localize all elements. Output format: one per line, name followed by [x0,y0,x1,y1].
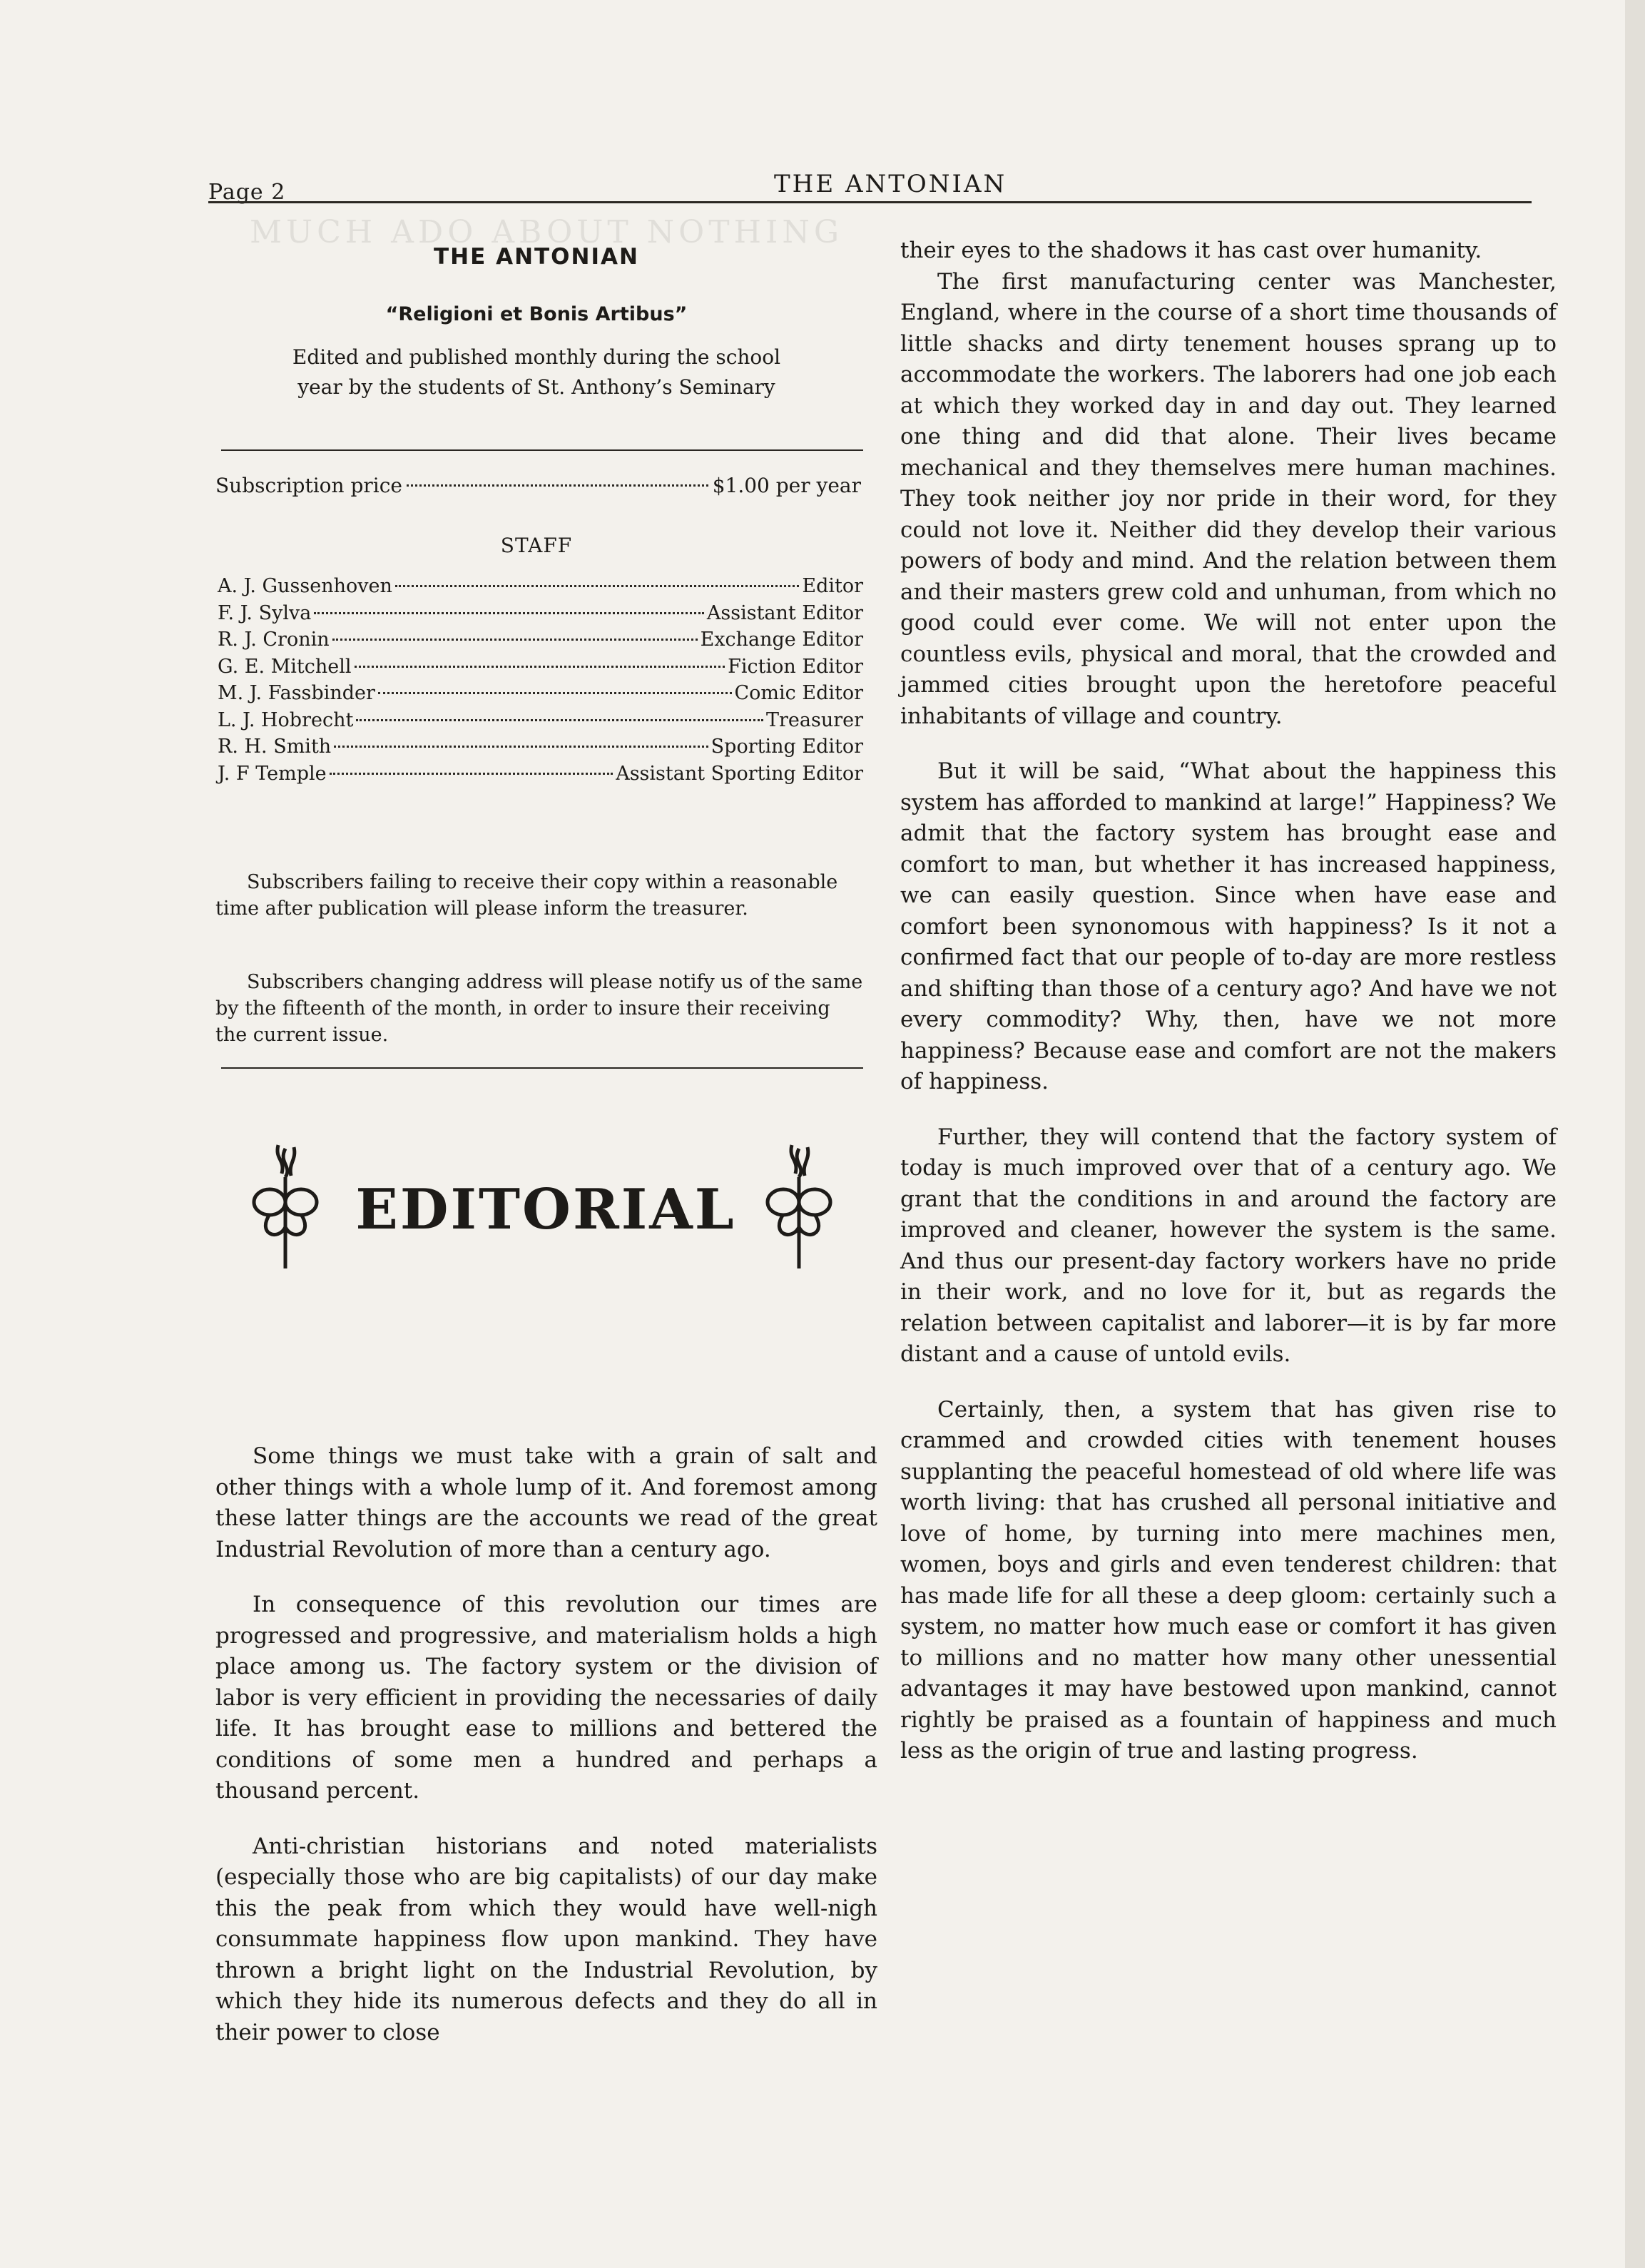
staff-role: Assistant Editor [706,601,863,624]
editorial-paragraph: In consequence of this revolution our times are progressed and progressive, and materialism holds a high place among us. The factory system or the division of labor is very efficient in providing the necessaries of daily life. It has brought ease to millions and bettered the conditions of some men a hundred and perhaps a thousand percent. [215,1592,877,1804]
staff-name: G. E. Mitchell [218,655,352,678]
editorial-paragraph: Some things we must take with a grain of salt and other things with a whole lump of it. And foremost among these latter things are the accounts we read of the great Industrial Revolution of more than a century ago. [215,1443,877,1562]
subscription-line [215,474,861,497]
staff-row [218,602,863,629]
running-title: THE ANTONIAN [774,170,1007,198]
staff-row [218,736,863,763]
staff-row [218,709,863,736]
masthead-bottom-rule [221,1067,863,1069]
page-number: Page 2 [208,180,286,205]
dot-leader [355,666,725,668]
staff-role: Comic Editor [734,682,863,704]
editorial-paragraph: Certainly, then, a system that has given rise to crammed and crowded cities with tenement houses supplanting the peaceful homestead of old where life was worth living: that has crushed all personal initiative and love of home, by turning into mere machines men, women, boys and girls and even tenderest children: that has made life for all these a deep gloom: certainly such a system, no matter how much ease or comfort it has given to millions and no matter how many other unessential advantages it may have bestowed upon mankind, cannot rightly be praised as a fountain of happiness and much less as the origin of true and lasting progress. [900,1396,1557,1764]
staff-row [218,656,863,683]
bleed-through: MUCH ADO ABOUT NOTHING [250,214,844,250]
staff-heading: STAFF [500,534,573,557]
staff-role: Fiction Editor [728,655,863,678]
scan-edge [1625,0,1645,2268]
dot-leader [395,585,800,587]
dot-leader [330,773,613,775]
staff-row [218,629,863,656]
published-statement [208,342,865,402]
torch-right-icon [768,1145,830,1268]
dot-leader [378,692,732,694]
dot-leader [407,484,708,487]
editorial-banner [235,1134,849,1270]
staff-row [218,763,863,790]
editorial-left-column [215,1441,877,2048]
torch-left-icon [254,1145,317,1268]
dot-leader [356,719,763,721]
editorial-paragraph: The first manufacturing center was Manchester, England, where in the course of a short time thousands of little shacks and dirty tenement houses sprang up to accommodate the workers. The laborers had one job each at which they worked day in and day out. They learned one thing and did that alone. Their lives became mechanical and they themselves mere human machines. They took neither joy nor pride in their word, for they could not love it. Neither did they develop their various powers of body and mind. And the relation between them and their masters grew cold and unhuman, from which no good could ever come. We will not enter upon the countless evils, physical and moral, that the crowded and jammed cities brought upon the heretofore peaceful inhabitants of village and country. [900,268,1557,729]
editorial-right-column [900,235,1557,1767]
staff-name: J. F Temple [218,762,327,785]
staff-role: Treasurer [765,708,863,731]
staff-name: F. J. Sylva [218,601,312,624]
published-line: Edited and published monthly during the school [292,345,781,369]
staff-name: M. J. Fassbinder [218,682,375,704]
staff-role: Editor [802,575,863,597]
dot-leader [332,639,698,641]
notice-delivery: Subscribers failing to receive their copy within a reasonable time after publication will please inform the treasurer. [215,871,838,920]
staff-name: R. H. Smith [218,736,332,758]
header-rule [208,201,1532,203]
dot-leader [314,612,704,614]
staff-role: Exchange Editor [700,629,863,651]
staff-name: R. J. Cronin [218,629,330,651]
subscription-label: Subscription price [215,474,402,497]
staff-row [218,682,863,709]
editorial-paragraph: Anti-christian historians and noted materialists (especially those who are big capitalists) of our day make this the peak from which they would have well-nigh consummate happiness flow upon mankind. They have thrown a bright light on the Industrial Revolution, by which they hide its numerous defects and they do all in their power to close [215,1833,877,2045]
subscription-value: $1.00 per year [712,474,861,497]
published-line: year by the students of St. Anthony’s Seminary [297,375,775,399]
staff-role: Assistant Sporting Editor [616,762,863,785]
dot-leader [334,746,708,748]
editorial-paragraph: Further, they will contend that the factory system of today is much improved over that of a century ago. We grant that the conditions in and around the factory are improved and cleaner, however the system is the same. And thus our present-day factory workers have no pride in their work, and no love for it, but as regards the relation between capitalist and laborer—it is by far more distant and a cause of untold evils. [900,1124,1557,1367]
notice-address: Subscribers changing address will please notify us of the same by the fifteenth of the month, in order to insure their receiving the current issue. [215,971,863,1046]
masthead-rule [221,449,863,451]
staff-list [218,575,863,789]
masthead-title: THE ANTONIAN [434,244,639,270]
staff-name: A. J. Gussenhoven [218,575,392,597]
masthead-motto: “Religioni et Bonis Artibus” [385,303,688,325]
staff-name: L. J. Hobrecht [218,708,354,731]
editorial-paragraph: their eyes to the shadows it has cast over humanity. [900,238,1482,263]
editorial-paragraph: But it will be said, “What about the happiness this system has afforded to mankind at large!” Happiness? We admit that the factory system has brought ease and comfort to man, but whether it has increased happiness, we can easily question. Since when have ease and comfort been synonomous with happiness? Is it not a confirmed fact that our people of to-day are more restless and shifting than those of a century ago? And have we not every commodity? Why, then, have we not more happiness? Because ease and comfort are not the makers of happiness. [900,758,1557,1094]
editorial-title: EDITORIAL [355,1177,736,1242]
staff-role: Sporting Editor [711,736,863,758]
staff-row [218,575,863,602]
